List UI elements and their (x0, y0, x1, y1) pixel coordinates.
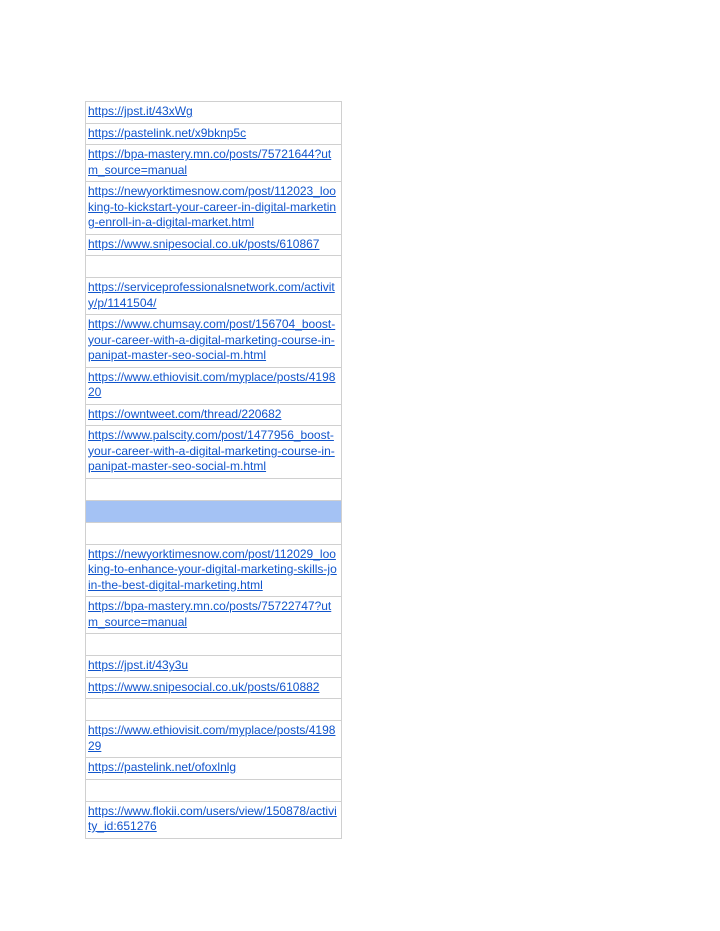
cell[interactable] (86, 758, 342, 780)
cell[interactable] (86, 367, 342, 404)
empty-cell[interactable] (86, 779, 342, 801)
cell[interactable] (86, 102, 342, 124)
table-row (86, 367, 342, 404)
link[interactable]: https://www.palscity.com/post/1477956_boost-your-career-with-a-digital-marketing-course-in-panipat-master-seo-social-m.html (88, 428, 335, 473)
cell[interactable] (86, 315, 342, 368)
empty-cell[interactable] (86, 699, 342, 721)
cell[interactable] (86, 234, 342, 256)
table-row (86, 315, 342, 368)
cell[interactable] (86, 656, 342, 678)
link[interactable]: https://www.chumsay.com/post/156704_boost-your-career-with-a-digital-marketing-course-in-panipat-master-seo-social-m.html (88, 317, 336, 362)
link[interactable]: https://newyorktimesnow.com/post/112023_looking-to-kickstart-your-career-in-digital-marketing-enroll-in-a-digital-market.html (88, 184, 337, 229)
link[interactable]: https://bpa-mastery.mn.co/posts/75722747?utm_source=manual (88, 599, 332, 629)
table-row (86, 656, 342, 678)
link[interactable]: https://serviceprofessionalsnetwork.com/activity/p/1141504/ (88, 280, 335, 310)
table-row (86, 478, 342, 500)
cell[interactable] (86, 597, 342, 634)
link[interactable]: https://owntweet.com/thread/220682 (88, 406, 282, 421)
empty-cell[interactable] (86, 634, 342, 656)
table-row (86, 634, 342, 656)
link[interactable]: https://pastelink.net/x9bknp5c (88, 125, 247, 140)
link[interactable]: https://newyorktimesnow.com/post/112029_looking-to-enhance-your-digital-marketing-skills-join-the-best-digital-marketing.html (88, 546, 337, 592)
cell[interactable] (86, 544, 342, 597)
table-row (86, 758, 342, 780)
cell[interactable] (86, 404, 342, 426)
table-row (86, 234, 342, 256)
cell[interactable] (86, 721, 342, 758)
table-row (86, 522, 342, 544)
link[interactable]: https://www.ethiovisit.com/myplace/posts/419820 (88, 369, 336, 399)
table-row (86, 544, 342, 597)
cell[interactable] (86, 123, 342, 145)
link[interactable]: https://bpa-mastery.mn.co/posts/75721644?utm_source=manual (88, 147, 332, 177)
table-row (86, 779, 342, 801)
table-row (86, 256, 342, 278)
cell[interactable] (86, 801, 342, 838)
link[interactable]: https://jpst.it/43xWg (88, 104, 193, 118)
table-row (86, 677, 342, 699)
table-row (86, 404, 342, 426)
link[interactable]: https://www.snipesocial.co.uk/posts/610867 (88, 236, 320, 251)
link[interactable]: https://www.snipesocial.co.uk/posts/610882 (88, 679, 320, 694)
table-row (86, 699, 342, 721)
table-row (86, 278, 342, 315)
cell[interactable] (86, 426, 342, 479)
table-row (86, 426, 342, 479)
empty-cell[interactable] (86, 478, 342, 500)
table-row (86, 597, 342, 634)
table-row (86, 721, 342, 758)
table-row (86, 145, 342, 182)
cell[interactable] (86, 145, 342, 182)
empty-cell[interactable] (86, 522, 342, 544)
cell[interactable] (86, 278, 342, 315)
cell[interactable] (86, 182, 342, 235)
table-row (86, 500, 342, 522)
table-row (86, 102, 342, 124)
link[interactable]: https://www.ethiovisit.com/myplace/posts/419829 (88, 723, 336, 753)
link[interactable]: https://www.flokii.com/users/view/150878/activity_id:651276 (88, 803, 337, 833)
table-row (86, 182, 342, 235)
cell[interactable] (86, 677, 342, 699)
empty-cell[interactable] (86, 256, 342, 278)
table-row (86, 123, 342, 145)
highlighted-cell[interactable] (86, 500, 342, 522)
link[interactable]: https://pastelink.net/ofoxlnlg (88, 760, 237, 774)
link[interactable]: https://jpst.it/43y3u (88, 658, 189, 672)
link-list-table (85, 101, 342, 839)
table-row (86, 801, 342, 838)
